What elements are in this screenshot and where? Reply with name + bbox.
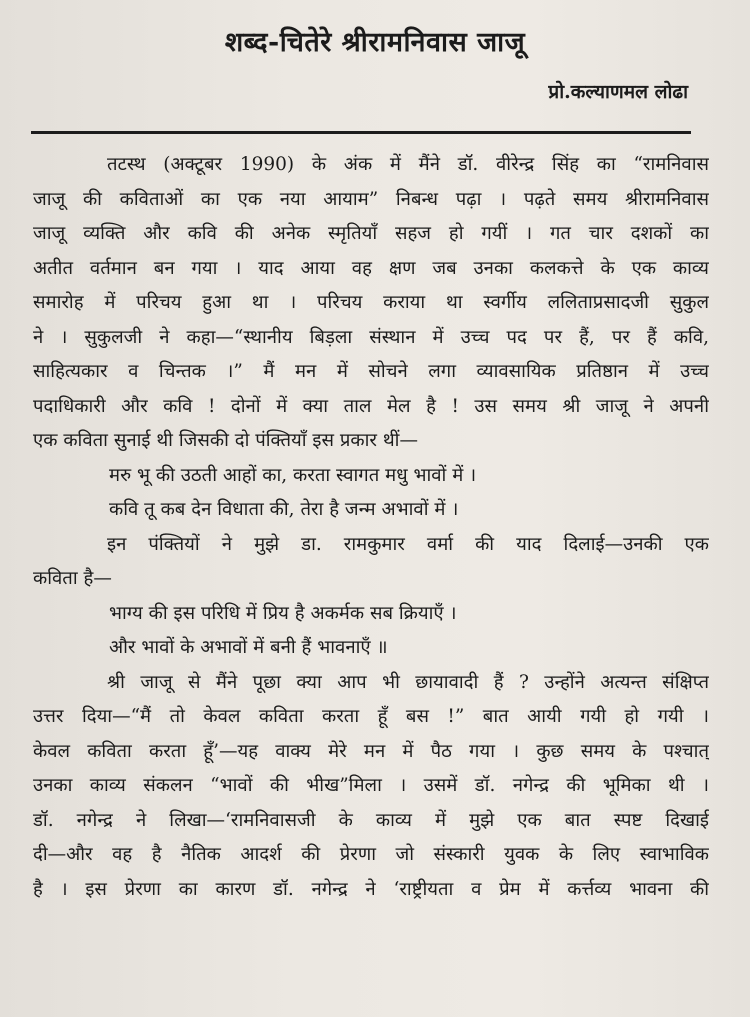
- paragraph-line: एक कविता सुनाई थी जिसकी दो पंक्तियाँ इस प्रकार थीं—: [33, 430, 418, 451]
- paragraph-line: श्री जाजू से मैंने पूछा क्या आप भी छायावादी हैं ? उन्होंने अत्यन्त संक्षिप्त: [107, 671, 709, 693]
- paragraph-line: पदाधिकारी और कवि ! दोनों में क्या ताल मेल है ! उस समय श्री जाजू ने अपनी: [33, 395, 709, 417]
- verse-line: कवि तू कब देन विधाता की, तेरा है जन्म अभावों में ।: [109, 499, 459, 520]
- paragraph-line: ने । सुकुलजी ने कहा—“स्थानीय बिड़ला संस्थान में उच्च पद पर हैं, पर हैं कवि,: [33, 326, 709, 348]
- paragraph-line: केवल कविता करता हूँ’—यह वाक्य मेरे मन में पैठ गया । कुछ समय के पश्चात्: [33, 740, 709, 762]
- paragraph-line: तटस्थ (अक्टूबर 1990) के अंक में मैंने डॉ. वीरेन्द्र सिंह का “रामनिवास: [107, 154, 709, 175]
- paragraph-line: जाजू की कविताओं का एक नया आयाम” निबन्ध पढ़ा । पढ़ते समय श्रीरामनिवास: [33, 188, 709, 210]
- paragraph-line: डॉ. नगेन्द्र ने लिखा—‘रामनिवासजी के काव्य में मुझे एक बात स्पष्ट दिखाई: [33, 809, 709, 831]
- paragraph-line: कविता है—: [33, 568, 112, 589]
- verse-line: भाग्य की इस परिधि में प्रिय है अकर्मक सब क्रियाएँ ।: [109, 602, 457, 624]
- article-body: [33, 148, 709, 907]
- paragraph-line: उनका काव्य संकलन “भावों की भीख”मिला । उसमें डॉ. नगेन्द्र की भूमिका थी ।: [33, 775, 709, 796]
- article-author: प्रो.कल्याणमल लोढा: [548, 81, 688, 103]
- paragraph-line: समारोह में परिचय हुआ था । परिचय कराया था स्वर्गीय ललिताप्रसादजी सुकुल: [33, 292, 709, 313]
- paragraph-line: अतीत वर्तमान बन गया । याद आया वह क्षण जब उनका कलकत्ते के एक काव्य: [33, 257, 709, 279]
- verse-line: मरु भू की उठती आहों का, करता स्वागत मधु भावों में ।: [109, 464, 477, 486]
- paragraph-line: साहित्यकार व चिन्तक ।” मैं मन में सोचने लगा व्यावसायिक प्रतिष्ठान में उच्च: [33, 361, 709, 382]
- paragraph-line: जाजू व्यक्ति और कवि की अनेक स्मृतियाँ सहज हो गयीं । गत चार दशकों का: [33, 223, 709, 244]
- article-title: शब्द-चितेरे श्रीरामनिवास जाजू: [224, 27, 526, 58]
- paragraph-line: उत्तर दिया—“मैं तो केवल कविता करता हूँ बस !” बात आयी गयी हो गयी ।: [33, 706, 709, 727]
- paragraph-line: दी—और वह है नैतिक आदर्श की प्रेरणा जो संस्कारी युवक के लिए स्वाभाविक: [33, 844, 709, 865]
- paragraph-line: इन पंक्तियों ने मुझे डा. रामकुमार वर्मा की याद दिलाई—उनकी एक: [107, 533, 709, 555]
- title-divider: [31, 131, 691, 134]
- paragraph-line: है । इस प्रेरणा का कारण डॉ. नगेन्द्र ने ‘राष्ट्रीयता व प्रेम में कर्त्तव्य भावना की: [33, 878, 709, 900]
- verse-line: और भावों के अभावों में बनी हैं भावनाएँ ॥: [109, 637, 388, 658]
